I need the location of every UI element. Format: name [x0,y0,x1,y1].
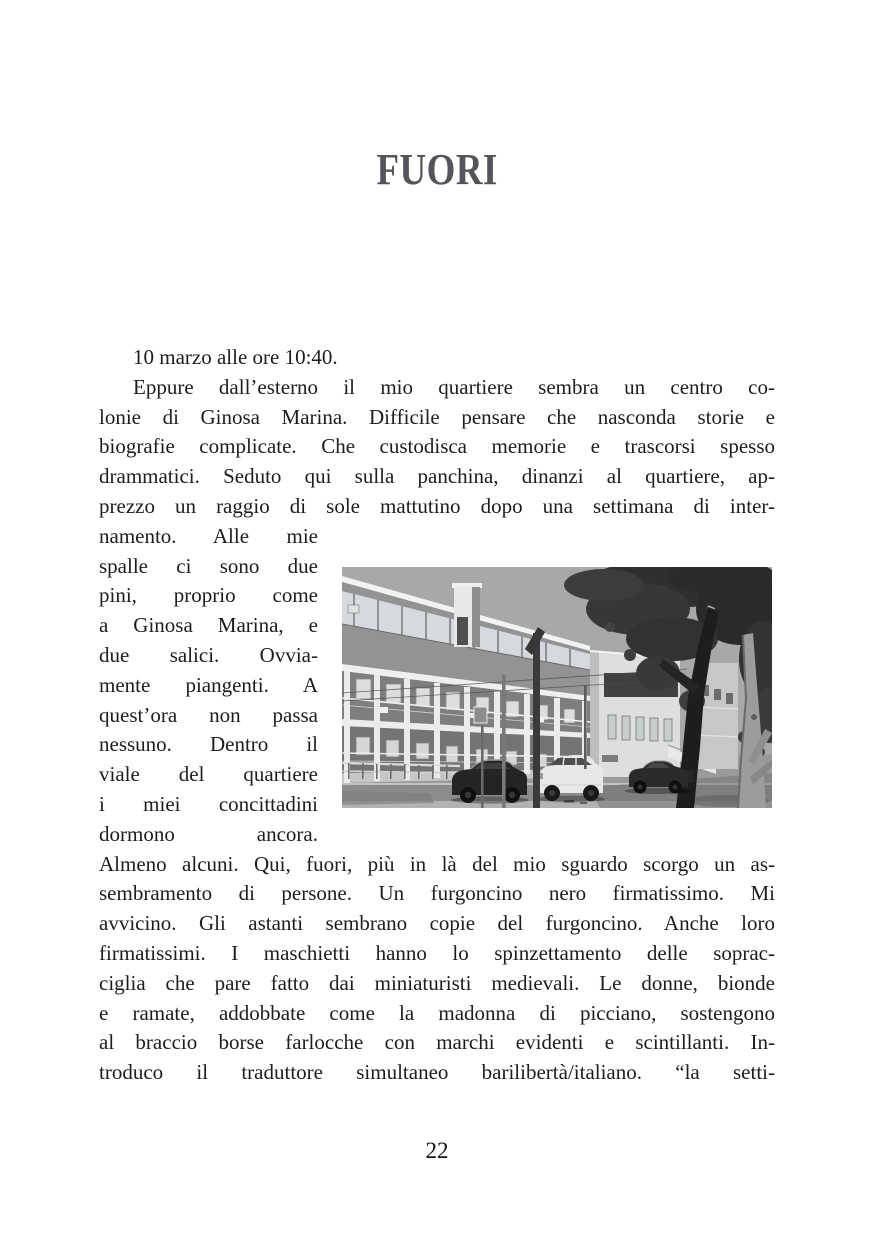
text-line: pini, proprio come [99,583,318,608]
text-line: spalle ci sono due [99,553,318,578]
text-line: lonie di Ginosa Marina. Difficile pensare che nasconda storie e [99,404,775,429]
chapter-title [0,146,874,194]
text-line: prezzo un raggio di sole mattutino dopo una settimana di inter- [99,493,775,518]
text-line: Almeno alcuni. Qui, fuori, più in là del mio sguardo scorgo un as- [99,851,775,876]
text-line: quest’ora non passa [99,702,318,727]
text-line: al braccio borse farlocche con marchi evidenti e scintillanti. In- [99,1030,775,1055]
text-line: avvicino. Gli astanti sembrano copie del furgoncino. Anche loro [99,911,775,936]
text-line: i miei concittadini [99,791,318,816]
paragraph-wrap-column [99,522,318,850]
page-number: 22 [425,1138,449,1163]
text-line: drammatici. Seduto qui sulla panchina, dinanzi al quartiere, ap- [99,464,775,489]
text-line: sembramento di persone. Un furgoncino nero firmatissimo. Mi [99,881,775,906]
text-line: nessuno. Dentro il [99,732,318,757]
paragraph-intro [99,373,775,522]
building-photo [342,567,772,808]
text-line: namento. Alle mie [99,523,318,548]
far-pole [584,685,587,769]
thin-pole [502,675,506,808]
text-line: Eppure dall’esterno il mio quartiere sembra un centro co- [133,374,775,399]
paragraph-dateline [99,343,775,373]
text-line: e ramate, addobbate come la madonna di picciano, sostengono [99,1000,775,1025]
text-line: firmatissimi. I maschietti hanno lo spinzettamento delle soprac- [99,940,775,965]
text-line: ciglia che pare fatto dai miniaturisti medievali. Le donne, bionde [99,970,775,995]
text-line: troduco il traduttore simultaneo barilibertà/italiano. “la setti- [99,1060,775,1085]
chapter-title-text: FUORI [376,145,498,194]
text-line: due salici. Ovvia- [99,642,318,667]
text-line: mente piangenti. A [99,672,318,697]
paragraph-continuation [99,850,775,1088]
text-line: viale del quartiere [99,762,318,787]
text-line: biografie complicate. Che custodisca memorie e trascorsi spesso [99,434,775,459]
text-line: a Ginosa Marina, e [99,613,318,638]
text-line: 10 marzo alle ore 10:40. [133,345,338,369]
text-line: dormono ancora. [99,821,318,846]
building-photo-illustration [342,567,772,808]
